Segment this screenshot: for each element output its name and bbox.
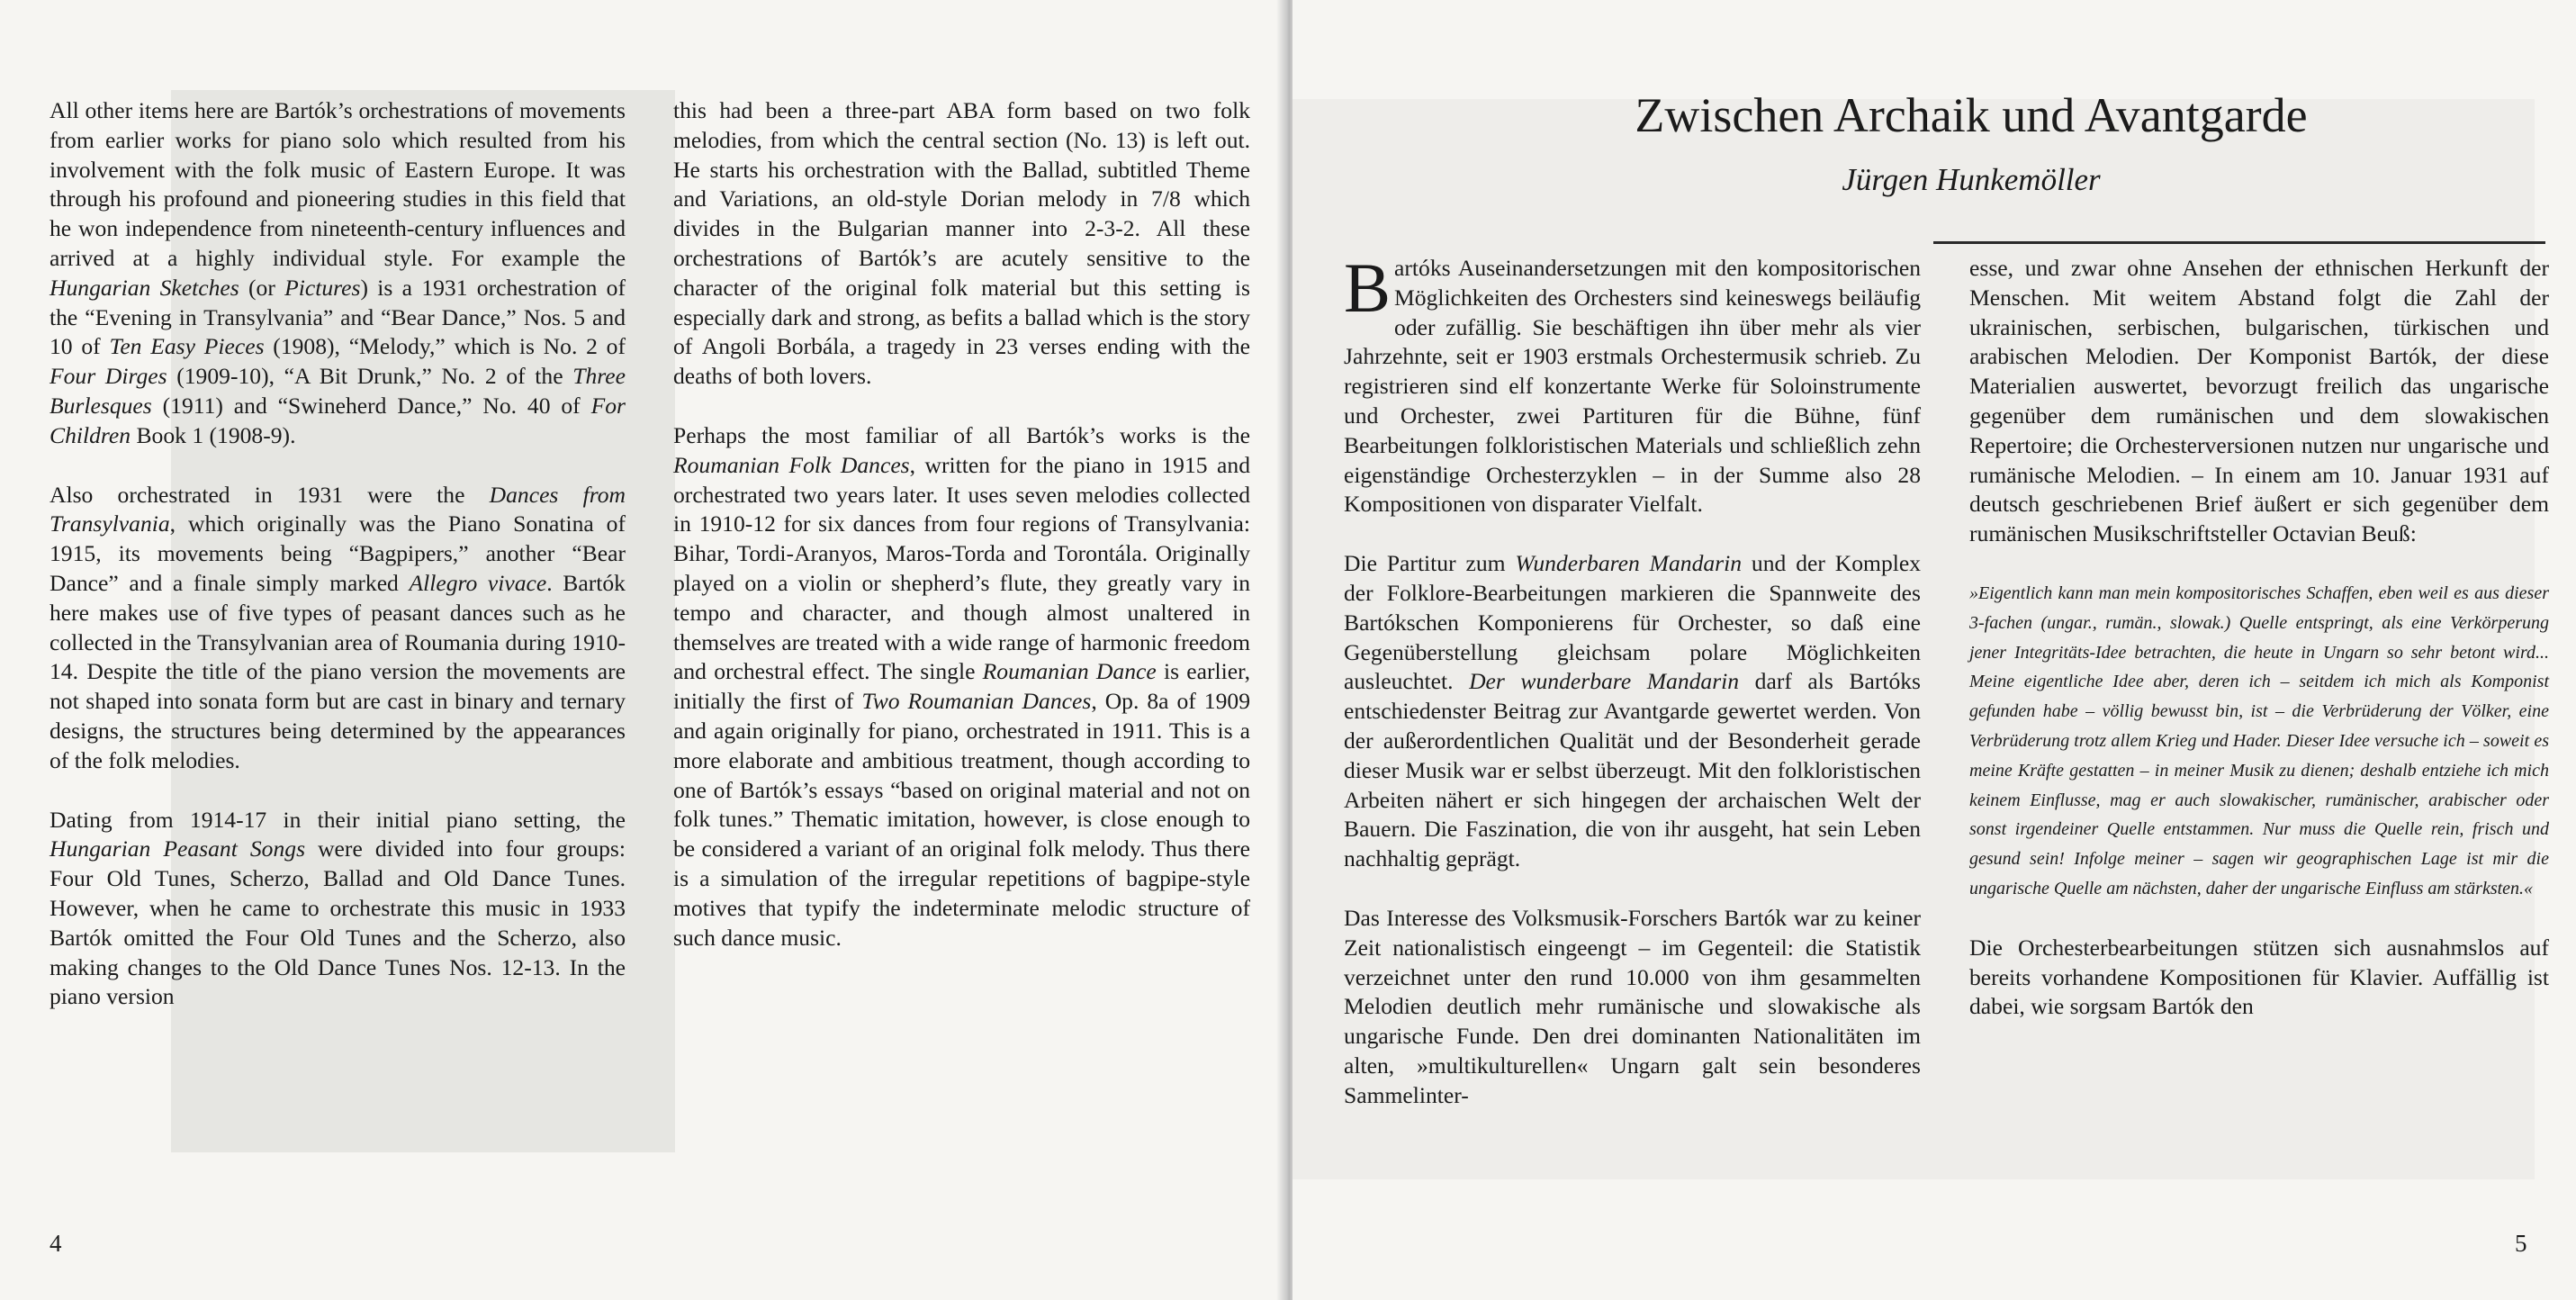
paragraph: this had been a three-part ABA form based on two folk melodies, from which the central section (No. 13) is left out. He starts his orchestration with the Ballad, subtitled Theme and Variations, an old-style Dorian melody in 7/8 which divides in the Bulgarian manner into 2-3-2. All these orchestrations of Bartók’s are acutely sensitive to the character of the original folk material but this setting is especially dark and strong, as befits a ballad which is the story of Angoli Borbála, a tragedy in 23 verses ending with the deaths of both lovers. (673, 97, 1250, 390)
article-title: Zwischen Archaik und Avantgarde (1635, 88, 2308, 142)
page-number: 4 (50, 1230, 62, 1257)
paragraph: Dating from 1914-17 in their initial piano setting, the Hungarian Peasant Songs were divided into four groups: Four Old Tunes, Scherzo, Ballad and Old Dance Tunes. However, when he came to orchestrate this music in 1933 Bartók omitted the Four Old Tunes and the Scherzo, also making changes to the Old Dance Tunes Nos. 12-13. In the piano version (50, 806, 626, 1010)
right-column-2 (1969, 254, 2549, 1052)
right-column-1 (1344, 248, 1922, 1141)
paragraph: Die Partitur zum Wunderbaren Mandarin und der Komplex der Folklore-Bearbeitungen markieren die Spannweite des Bartókschen Komponierens für Orchester, so daß eine Gegenüberstellung gleichsam polare Möglichkeiten ausleuchtet. Der wunderbare Mandarin darf als Bartóks entschiedenster Beitrag zur Avantgarde gewertet werden. Von der außerordentlichen Qualität und der Besonderheit gerade dieser Musik war er selbst überzeugt. Mit den folkloristischen Arbeiten nähert er sich hingegen der archaischen Welt der Bauern. Die Faszination, die von ihr ausgeht, hat sein Leben nachhaltig geprägt. (1344, 550, 1922, 872)
paragraph: Bartóks Auseinandersetzungen mit den kompositorischen Möglichkeiten des Orchesters sind keineswegs beiläufig oder zufällig. Sie beschäftigen ihn über mehr als vier Jahrzehnte, seit er 1903 erstmals Orchestermusik schrieb. Zu registrieren sind elf konzertante Werke für Soloinstrumente und Orchester, zwei Partituren für die Bühne, fünf Bearbeitungen folkloristischen Materials und schließlich zehn eigenständige Orchesterzyklen – in der Summe also 28 Kompositionen von disparater Vielfalt. (1344, 248, 1921, 518)
page-number: 5 (2515, 1230, 2527, 1257)
left-column-2 (673, 96, 1250, 982)
left-page (0, 0, 1287, 1300)
title-rule (1933, 241, 2545, 244)
left-column-1 (50, 96, 626, 1042)
drop-cap: B (1344, 248, 1392, 327)
block-quote: »Eigentlich kann man mein kompositorisches Schaffen, eben weil es aus dieser 3-fachen (ungar., rumän., slowak.) Quelle entspringt, als eine Verkörperung jener Integritäts-Idee betrachten, die heute in Ungarn so sehr betont wird... Meine eigentliche Idee aber, deren ich – seitdem ich mich als Komponist gefunden habe – völlig bewusst bin, ist – die Verbrüderung der Völker, eine Verbrüderung trotz allem Krieg und Hader. Dieser Idee versuche ich – soweit es meine Kräfte gestatten – in meiner Musik zu dienen; deshalb entziehe ich mich keinem Einflusse, mag er auch slowakischer, rumänischer, arabischer oder sonst irgendeiner Quelle entstammen. Nur muss die Quelle rein, frisch und gesund sein! Infolge meiner – sagen wir geographischen Lage ist mir die ungarische Quelle am nächsten, daher der ungarische Einfluss am stärksten.« (1969, 582, 2549, 898)
paragraph: Also orchestrated in 1931 were the Dances from Transylvania, which originally was the Piano Sonatina of 1915, its movements being “Bagpipers,” another “Bear Dance” and a finale simply marked Allegro vivace. Bartók here makes use of five types of peasant dances such as he collected in the Transylvanian area of Roumania during 1910-14. Despite the title of the piano version the movements are not shaped into sonata form but are cast in binary and ternary designs, the structures being determined by the appearances of the folk melodies. (50, 481, 626, 773)
paragraph: Das Interesse des Volksmusik-Forschers Bartók war zu keiner Zeit nationalistisch eingeengt – im Gegenteil: die Statistik verzeichnet unter den rund 10.000 von ihm gesammelten Melodien deutlich mehr rumänische und slowakische als ungarische Funde. Den drei dominanten Nationalitäten im alten, »multikulturellen« Ungarn galt sein besonderes Sammelinter- (1344, 904, 1921, 1108)
paragraph: Die Orchesterbearbeitungen stützen sich ausnahmslos auf bereits vorhandene Kompositionen für Klavier. Auffällig ist dabei, wie sorgsam Bartók den (1969, 934, 2549, 1020)
paragraph: All other items here are Bartók’s orchestrations of movements from earlier works for piano solo which resulted from his involvement with the folk music of Eastern Europe. It was through his profound and pioneering studies in this field that he won independence from nineteenth-century influences and arrived at a highly individual style. For example the Hungarian Sketches (or Pictures) is a 1931 orchestration of the “Evening in Transylvania” and “Bear Dance,” Nos. 5 and 10 of Ten Easy Pieces (1908), “Melody,” which is No. 2 of Four Dirges (1909-10), “A Bit Drunk,” No. 2 of the Three Burlesques (1911) and “Swineherd Dance,” No. 40 of For Children Book 1 (1908-9). (50, 97, 626, 448)
article-author: Jürgen Hunkemöller (1842, 162, 2101, 197)
paragraph: Perhaps the most familiar of all Bartók’s works is the Roumanian Folk Dances, written for the piano in 1915 and orchestrated two years later. It uses seven melodies collected in 1910-12 for six dances from four regions of Transylvania: Bihar, Tordi-Aranyos, Maros-Torda and Torontála. Originally played on a violin or shepherd’s flute, they greatly vary in tempo and character, and though almost unaltered in themselves are treated with a wide range of harmonic freedom and orchestral effect. The single Roumanian Dance is earlier, initially the first of Two Roumanian Dances, Op. 8a of 1909 and again originally for piano, orchestrated in 1911. This is a more elaborate and ambitious treatment, though according to one of Bartók’s essays “based on original material and not on folk tunes.” Thematic imitation, however, is close enough to be considered a variant of an original folk melody. Thus there is a simulation of the irregular repetitions of bagpipe-style motives that typify the indeterminate melodic structure of such dance music. (673, 421, 1251, 951)
paragraph: esse, und zwar ohne Ansehen der ethnischen Herkunft der Menschen. Mit weitem Abstand folgt die Zahl der ukrainischen, serbischen, bulgarischen, türkischen und arabischen Melodien. Der Komponist Bartók, der diese Materialien auswertet, bevorzugt freilich das ungarische gegenüber dem rumänischen und dem slowakischen Repertoire; die Orchesterversionen nutzen nur ungarische und rumänische Melodien. – In einem am 10. Januar 1931 auf deutsch geschriebenen Brief äußert er sich gegenüber dem rumänischen Musikschriftsteller Octavian Beuß: (1969, 255, 2549, 547)
